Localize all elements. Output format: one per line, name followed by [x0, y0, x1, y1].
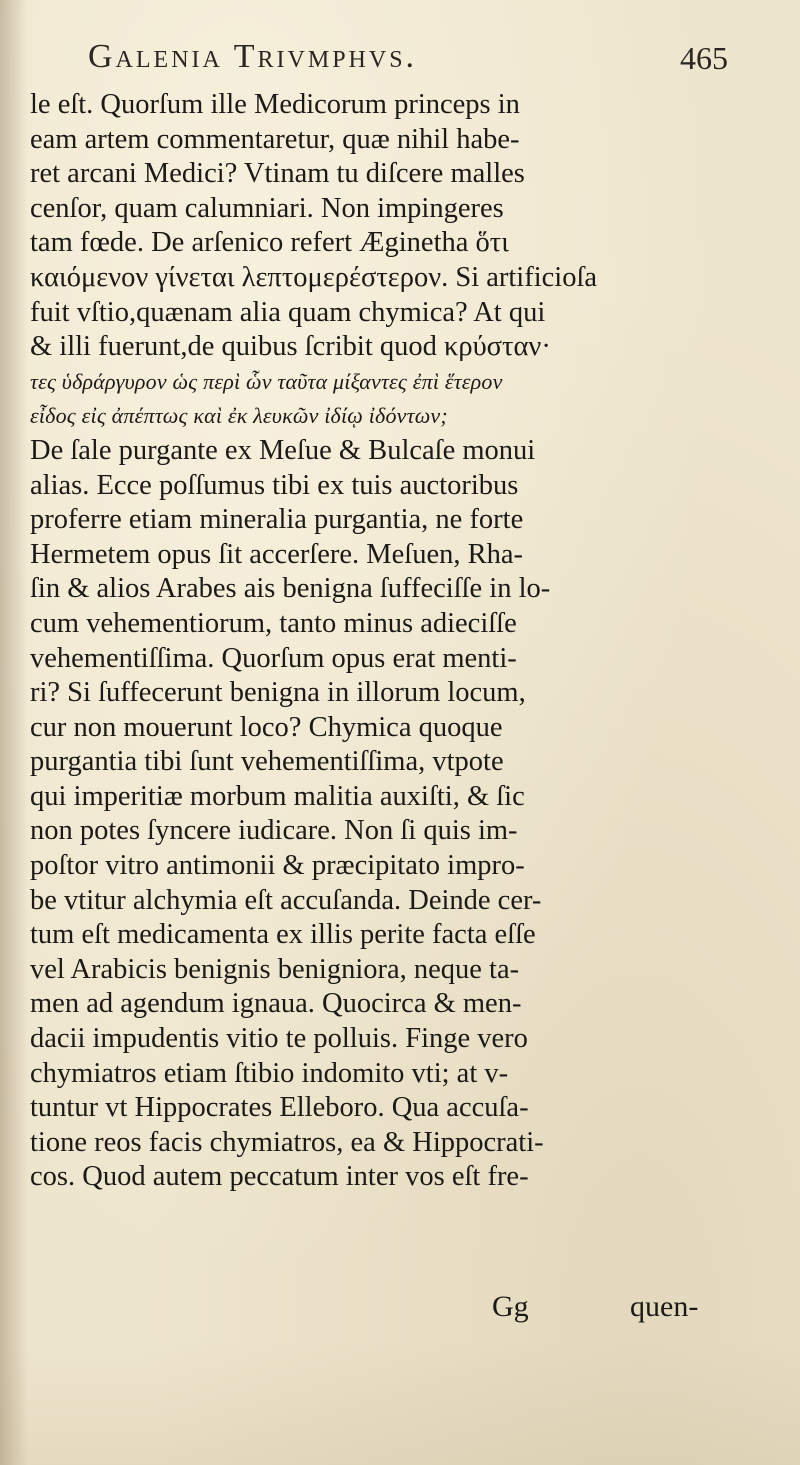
greek-text-line: εἶδος εἰς ἀπέπτως καὶ ἐκ λευκῶν ἰδίῳ ἰδόντων; — [30, 403, 448, 429]
greek-text-line: τες ὑδράργυρον ὡς περὶ ὧν ταῦτα μίξαντες ἐπὶ ἕτερον — [30, 368, 503, 394]
signature-mark: Gg — [492, 1290, 529, 1323]
text-line: vehementiſſima. Quorſum opus erat menti- — [30, 642, 517, 674]
paper-tone — [0, 1340, 800, 1465]
text-line: tam fœde. De arſenico refert Æginetha ὅτι — [30, 227, 509, 259]
body-text — [30, 88, 760, 1195]
text-line: ſin & alios Arabes ais benigna ſuffeciſſe in lo- — [30, 573, 551, 605]
text-line: proferre etiam mineralia purgantia, ne forte — [30, 504, 524, 536]
page-number: 465 — [680, 40, 728, 76]
text-line: Hermetem opus ſit accerſere. Meſuen, Rha- — [30, 538, 524, 570]
catchline — [0, 1290, 800, 1324]
text-line: le eſt. Quorſum ille Medicorum princeps in — [30, 89, 520, 120]
text-line: & illi fuerunt,de quibus ſcribit quod κρύσταν· — [30, 331, 551, 363]
text-line: chymiatros etiam ſtibio indomito vti; at v- — [30, 1057, 509, 1089]
running-head — [88, 38, 728, 82]
text-line: fuit vſtio,quænam alia quam chymica? At qui — [30, 296, 546, 328]
text-line: De ſale purgante ex Meſue & Bulcaſe monui — [30, 434, 536, 466]
gutter-shadow — [0, 0, 28, 1465]
text-line: eam artem commentaretur, quæ nihil habe- — [30, 123, 520, 155]
text-line: cum vehementiorum, tanto minus adieciſſe — [30, 607, 517, 639]
text-line: purgantia tibi ſunt vehementiſſima, vtpote — [30, 746, 504, 778]
text-line: ret arcani Medici? Vtinam tu diſcere malles — [30, 158, 525, 190]
text-line: cur non mouerunt loco? Chymica quoque — [30, 711, 503, 743]
text-line: poſtor vitro antimonii & præcipitato impro- — [30, 850, 525, 882]
text-line: tum eſt medicamenta ex illis perite facta eſſe — [30, 919, 536, 951]
text-line: men ad agendum ignaua. Quocirca & men- — [30, 988, 522, 1020]
text-line: dacii impudentis vitio te polluis. Finge vero — [30, 1023, 528, 1055]
catchword: quen- — [630, 1290, 699, 1323]
text-line: καιόμενον γίνεται λεπτομερέστερον. Si artificioſa — [30, 261, 598, 293]
text-line: non potes ſyncere iudicare. Non ſi quis im- — [30, 815, 518, 847]
text-line: be vtitur alchymia eſt accuſanda. Deinde cer- — [30, 884, 542, 916]
text-line: cenſor, quam calumniari. Non impingeres — [30, 192, 504, 224]
text-line: vel Arabicis benignis benigniora, neque ta- — [30, 953, 520, 985]
text-line: tione reos facis chymiatros, ea & Hippocrati- — [30, 1126, 544, 1158]
text-line: cos. Quod autem peccatum inter vos eſt fre- — [30, 1161, 529, 1193]
text-line: ri? Si ſuffecerunt benigna in illorum locum, — [30, 677, 526, 709]
text-line: tuntur vt Hippocrates Elleboro. Qua accuſa- — [30, 1092, 529, 1124]
text-line: alias. Ecce poſſumus tibi ex tuis auctoribus — [30, 469, 519, 501]
running-title: Galenia Trivmphvs. — [88, 38, 418, 75]
text-line: qui imperitiæ morbum malitia auxiſti, & ſic — [30, 780, 525, 812]
